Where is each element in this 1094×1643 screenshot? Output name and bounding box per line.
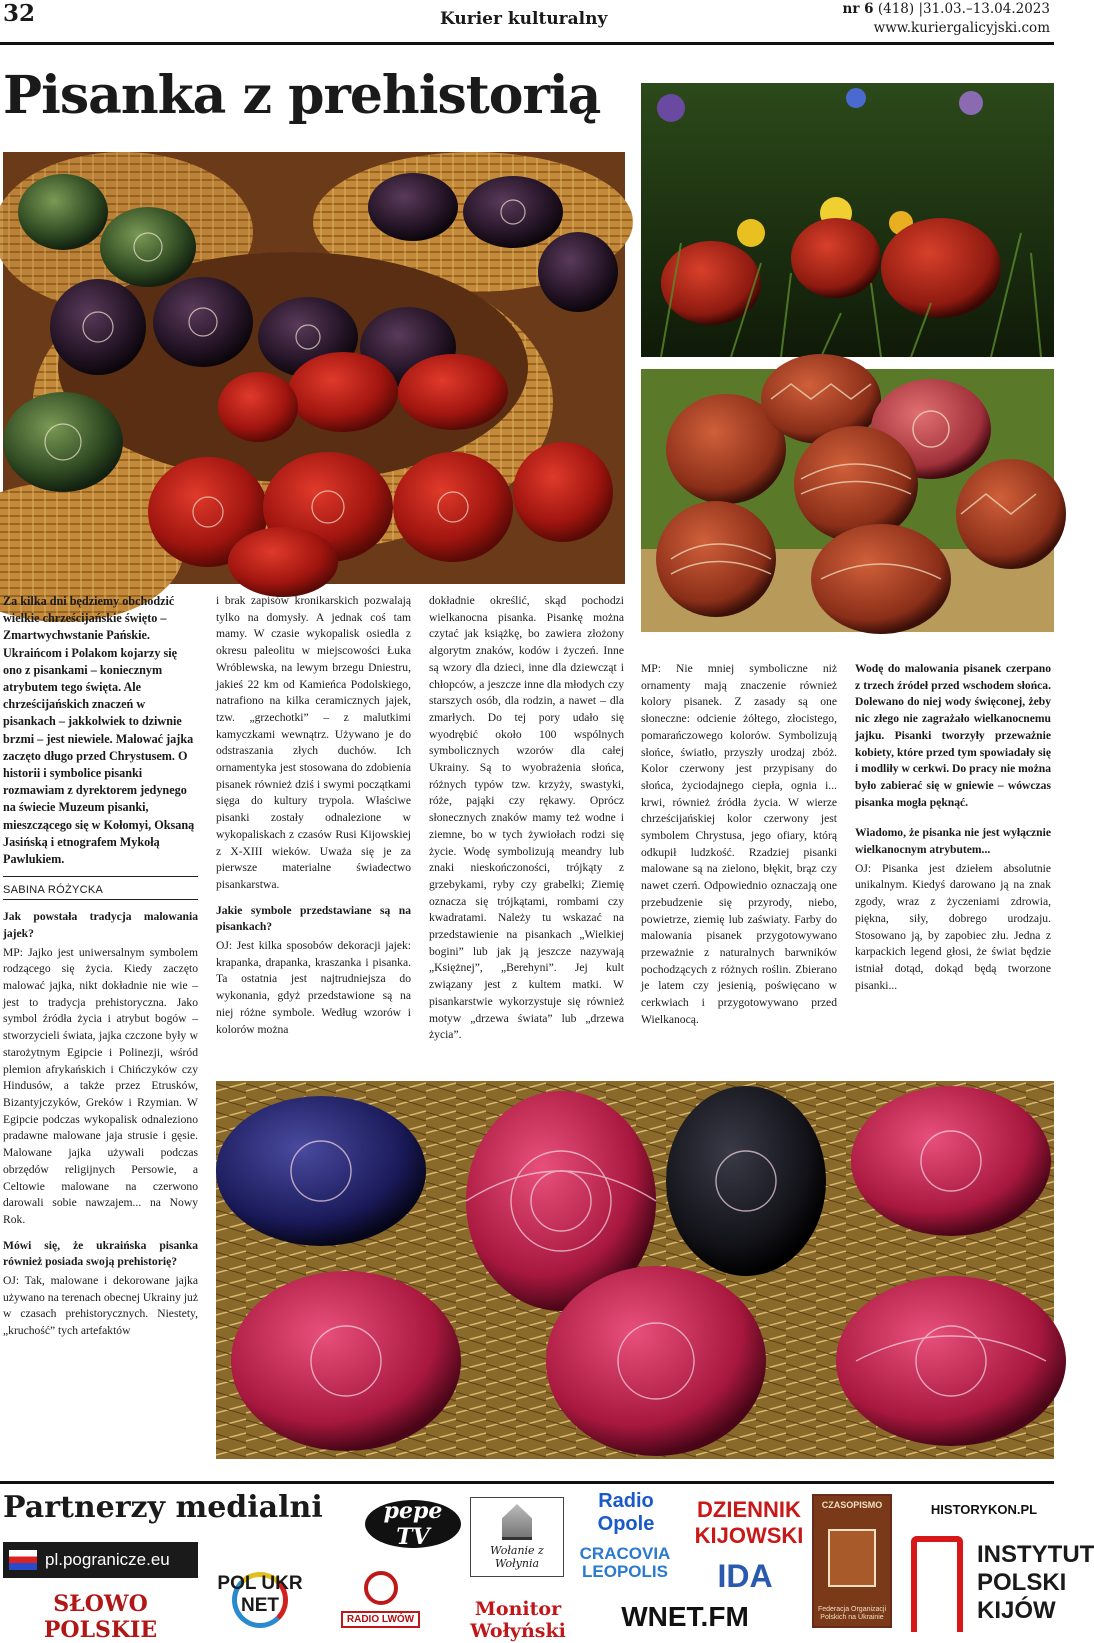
logo-dziennik-kijowski[interactable] [690, 1494, 808, 1552]
logo-cracovia-text: CRACOVIA LEOPOLIS [579, 1544, 671, 1581]
logo-cracovia-leopolis[interactable] [570, 1543, 680, 1583]
section-title: Kurier kulturalny [440, 9, 608, 29]
eagle-icon [828, 1529, 876, 1587]
photo-baskets [3, 152, 625, 584]
logo-radioopole-text: Radio Opole [597, 1490, 655, 1535]
issue-total: (418) [877, 1, 915, 17]
logo-polukr-text: POL UKR NET [217, 1572, 303, 1616]
logo-pepe-text: pepe TV [383, 1498, 443, 1550]
logo-monitor-wolynski[interactable] [448, 1598, 588, 1642]
logo-czasopismo[interactable] [812, 1494, 892, 1628]
logo-instytut-text: INSTYTUT POLSKI KIJÓW [977, 1541, 1094, 1624]
answer-2-cont: i brak zapisów kronikarskich pozwalają tylko na domysły. A jednak coś tam mamy. W czasie wykopalisk osiedla z okresu paleolitu w miejscowości Łuka Wróblewska, na lewym brzegu Dniestru, jakieś 22 km od Kamieńca Podolskiego, natrafiono na kilka ceramicznych jajek, tzw. „grzechotki” – z malutkimi kamyczkami wewnątrz. Używano je do odstraszania złych duchów. Ich ornamentyka jest stosowana do zdobienia pisanek również dziś i swymi początkami sięga do kultury trypola. Właściwe pisanki zostały odnalezione w wykopaliskach z czasów Rusi Kijowskiej z X-XIII wieków. Uważa się je za pierwsze materialne świadectwo pisankarstwa. [216, 594, 411, 891]
logo-pogranicze-text: pl.pogranicze.eu [45, 1550, 170, 1569]
article-title: Pisanka z prehistorią [3, 65, 601, 126]
column-4 [641, 661, 837, 1030]
logo-federacja-text: Federacja Organizacji Polskich na Ukrainie [817, 1606, 887, 1621]
article-author: SABINA RÓŻYCKA [3, 876, 198, 900]
answer-3-start: OJ: Jest kilka sposobów dekoracji jajek: krapanka, drapanka, kraszanka i pisanka. Ta ostatnia jest najtrudniejsza do wykonania, gdyż przedstawione są na niej różne symbole. Według wzorów i kolorów można [216, 939, 411, 1036]
flag-icon [9, 1550, 37, 1570]
logo-radio-lwow[interactable] [328, 1560, 433, 1638]
issue-number: nr 6 [842, 1, 874, 17]
issue-dates: |31.03.–13.04.2023 [918, 1, 1050, 17]
logo-slowo-text: SŁOWO POLSKIE [43, 1591, 158, 1643]
bold-paragraph: Wodę do malowania pisanek czerpano z trzech źródeł przed wschodem słońca. Dolewano do niej wody święconej, żeby nic złego nie zagrażało wielkanocnemu jajku. Pisanki tworzyły przeważnie kobiety, które przed tym spowiadały się i modliły w cerkwi. Do pracy nie można było zabierać się w gniewie – wówczas pisanka mogła pęknąć. [855, 662, 1051, 809]
church-icon [492, 1504, 542, 1540]
logo-radio-opole[interactable] [570, 1490, 682, 1535]
logo-dziennik-text: DZIENNIK KIJOWSKI [694, 1497, 804, 1548]
logo-radiolwow-text: RADIO LWÓW [341, 1611, 420, 1628]
logo-ida[interactable] [700, 1556, 790, 1596]
partners-title: Partnerzy medialni [3, 1490, 323, 1525]
logo-pol-ukr-net[interactable] [210, 1552, 310, 1637]
photo-eggs-grass [641, 83, 1054, 357]
logo-wolanie-text: Wołanie z Wołynia [490, 1544, 544, 1570]
logo-wnet-fm[interactable] [600, 1598, 770, 1636]
logo-instytut-polski[interactable] [905, 1530, 1094, 1636]
partners-rule [0, 1481, 1054, 1484]
answer-4: MP: Nie mniej symboliczne niż ornamenty mają znaczenie również kolory pisanek. Z zasady są one słoneczne: odcienie żółtego, złocistego, pomarańczowego kolorów. Symbolizują słońce, światło, przyszły urodzaj zbóż. Kolor czerwony jest przypisany do słońca, życiodajnego ciepła, ognia i... krwi, również źródła życia. W wierze chrześcijańskiej kolor czerwony jest symbolem Chrystusa, jego ofiary, którą odkupił ludzkość. Rzadziej pisanki malowane są na zielono, błękit, brąz czy nawet czerń. Odpowiednio oznaczają one przebudzenie się przyrody, niebo, powietrze, ziemię lub zaświaty. Farby do malowania pisanek przygotowywano przeważnie z naturalnych barwników pochodzących z różnych roślin. Zbierano je latem czy jesienią, poświęcano w cerkwiach i przygotowywano przed Wielkanocą. [641, 662, 837, 1026]
logo-slowo-polskie[interactable] [3, 1591, 198, 1643]
column-3 [429, 593, 624, 1046]
photo-eggs-straw [216, 1081, 1054, 1459]
logo-wnet-text: WNET.FM [621, 1601, 749, 1632]
question-2: Mówi się, że ukraińska pisanka również posiada swoją prehistorię? [3, 1238, 198, 1269]
logo-wolanie[interactable] [470, 1497, 564, 1577]
logo-ida-text: IDA [717, 1557, 773, 1594]
answer-2-start: OJ: Tak, malowane i dekorowane jajka używano na terenach obecnej Ukrainy już w czasach prehistorycznych. Niestety, „kruchość” tych artefaktów [3, 1274, 198, 1338]
logo-pepe-tv[interactable] [365, 1500, 461, 1548]
logo-monitor-text: Monitor Wołyński [470, 1598, 566, 1642]
website-link[interactable]: www.kuriergalicyjski.com [873, 20, 1050, 36]
photo-patterned-eggs [641, 369, 1054, 632]
answer-6: OJ: Pisanka jest dziełem absolutnie unikalnym. Kiedyś darowano ją na znak zgody, wraz z życzeniami zdrowia, piękna, siły, dobrego urodzaju. Stosowano ją, by zapobiec złu. Jedna z karpackich legend głosi, że świat będzie istniał dotąd, dokąd będą tworzone pisanki... [855, 861, 1051, 992]
header-rule [0, 42, 1054, 45]
logo-historykon-text: HISTORYKON.PL [930, 1501, 1038, 1517]
article-lead: Za kilka dni będziemy obchodzić wielkie chrześcijańskie święto – Zmartwychwstanie Pańskie. Ukraińcom i Polakom kojarzy się ono z pisankami – koniecznym atrybutem tego święta. Ale chrześcijańskich znaczeń w pisankach – jakkolwiek to dziwnie brzmi – jest niewiele. Malować jajka zaczęto długo przed Chrystusem. O historii i symbolice pisanki rozmawiam z dyrektorem jedynego na świecie Muzeum pisanki, mieszczącego się w Kołomyi, Oksaną Jasińską i etnografem Mykołą Pawlukiem. [3, 594, 195, 867]
logo-czasopismo-text: CZASOPISMO [821, 1500, 883, 1510]
column-5 [855, 661, 1051, 996]
page-number: 32 [3, 0, 36, 27]
logo-historykon[interactable] [918, 1496, 1050, 1522]
column-2 [216, 593, 411, 1040]
radio-tower-icon [364, 1571, 398, 1605]
instytut-figure-icon [911, 1536, 963, 1632]
column-1 [3, 593, 198, 1342]
issue-info [843, 0, 1050, 38]
question-6: Wiadomo, że pisanka nie jest wyłącznie wielkanocnym atrybutem... [855, 826, 1051, 857]
answer-1: MP: Jajko jest uniwersalnym symbolem rodzącego się życia. Kiedy zaczęto malować jajka, nikt dokładnie nie wie – jest to tradycja prehistoryczna. Jako symbol źródła życia i atrybut bogów – stworzycieli świata, jajka czczone były w starożytnym Egipcie i Polinezji, wśród plemion afrykańskich i Chińczyków czy Hindusów, a także przez Etrusków, Bizantyjczyków, Greków i Rzymian. W Egipcie podczas wykopalisk odnaleziono pradawne malowane jaja strusie i gęsie. Malowane jajka używali podczas obrzędów religijnych Persowie, a Celtowie malowane na czerwono darowali sobie nawzajem... na Nowy Rok. [3, 945, 198, 1226]
answer-3-cont: dokładnie określić, skąd pochodzi wielkanocna pisanka. Pisankę można czytać jak książkę, bo zawiera złożony algorytm znaków, kodów i życzeń. Inne są wzory dla dzieci, inne dla dziewcząt i chłopców, a jeszcze inne dla młodych czy starszych osób, dla rodzin, a nawet – dla zmarłych. Do tej pory udało się wyodrębić około 100 wspólnych symbolicznych wzorów dla całej Ukrainy. Są to wyobrażenia słońca, różnych typów tzw. krzyży, swastyki, róże, pająki czy rękawy. Oprócz słonecznych znaków mamy też wodne i ziemne, bo w tych żywiołach rodzi się życie. Wodę symbolizują meandry lub znaki nieskończoności, trójkąty z grzebykami, ryby czy grabelki; Ziemię oznacza się trójkątami, rombami czy kwadratami. Należy tu wskazać na przedstawienie na pisankach „Wielkiej bogini” lub jak ją jeszcze nazywają „Księżnej”, „Berehyni”. Jej kult związany jest z kultem matki. W pisankarstwie wykorzystuje się również motyw „drzewa świata” lub „drzewa życia”. [429, 594, 624, 1042]
logo-pogranicze[interactable] [3, 1542, 198, 1578]
question-3: Jakie symbole przedstawiane są na pisankach? [216, 903, 411, 934]
question-1: Jak powstała tradycja malowania jajek? [3, 910, 198, 940]
